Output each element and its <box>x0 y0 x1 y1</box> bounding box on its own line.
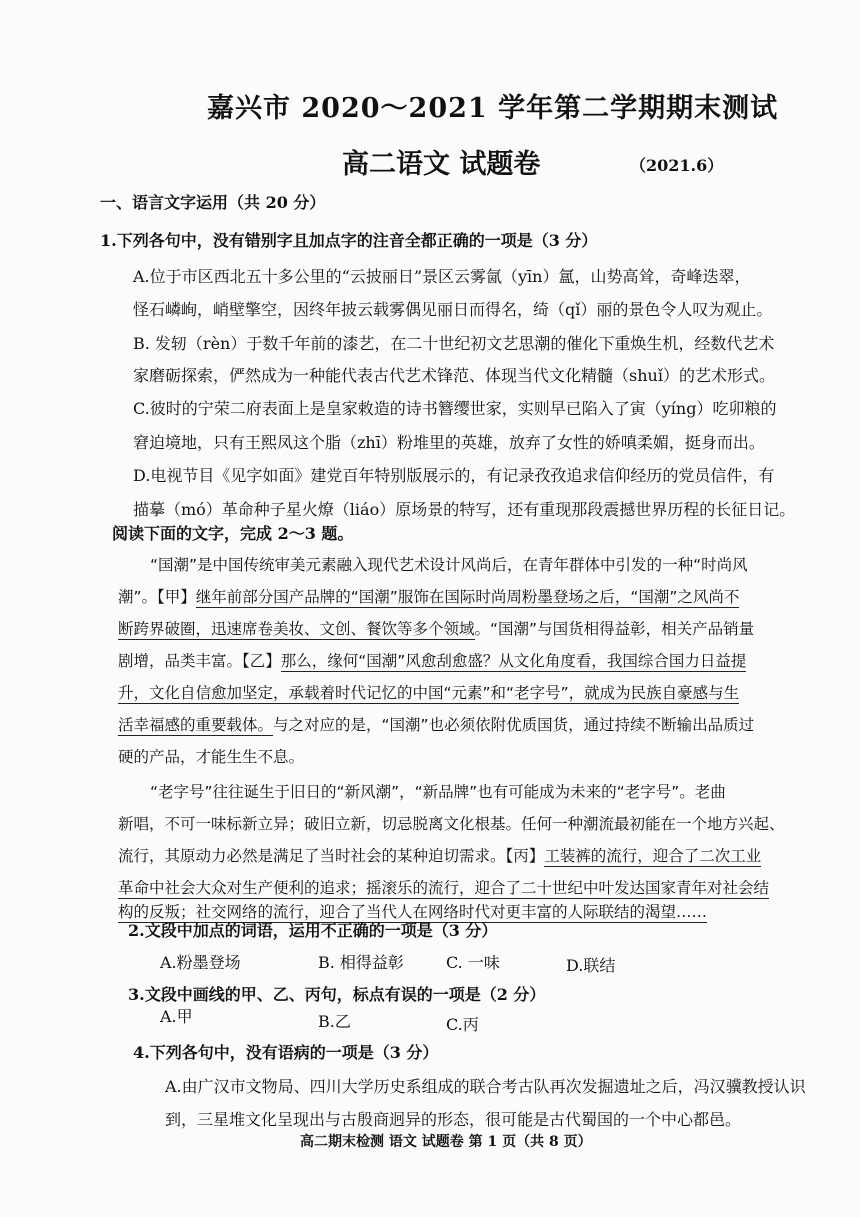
passage-p1-line3-text: 。“国潮”与国货相得益彰，相关产品销量 <box>474 620 755 638</box>
q1-option-b-line2: 家磨砺探索，俨然成为一种能代表古代艺术锋范、体现当代文化精髓（shuǐ）的艺术形式。 <box>133 366 775 385</box>
q1-option-d-line1: D.电视节目《见字如面》建党百年特别版展示的，有记录孜孜追求信仰经历的党员信件，有 <box>133 466 775 485</box>
sentence-yi-part2: 升，文化自信愈加坚定，承载着时代记忆的中国“元素”和“老字号”，就成为民族自豪感与生 <box>118 684 740 702</box>
page-footer: 高二期末检测 语文 试题卷 第 1 页（共 8 页） <box>300 1134 592 1150</box>
q3-option-a: A.甲 <box>160 1007 193 1026</box>
passage-p1-line7: 硬的产品，才能生生不息。 <box>118 748 305 766</box>
q2-option-d: D.联结 <box>566 956 616 975</box>
passage-p1-line5 <box>118 681 739 703</box>
sentence-jia-part1: 继年前部分国产品牌的“国潮”服饰在国际时尚周粉墨登场之后，“国潮”之风尚不 <box>195 588 740 606</box>
passage-p1-line4-text: 剧增，品类丰富。【乙】 <box>118 652 281 670</box>
question-4-stem: 4.下列各句中，没有语病的一项是（3 分） <box>133 1043 439 1062</box>
q2-option-b: B. 相得益彰 <box>318 953 404 972</box>
q4-option-a-line2: 到，三星堆文化呈现出与古殷商迥异的形态，很可能是古代蜀国的一个中心都邑。 <box>165 1110 742 1129</box>
passage-p2-line4 <box>118 876 769 898</box>
sentence-bing-part3: 构的反叛；社交网络的流行，迎合了当代人在网络时代对更丰富的人际联结的渴望…… <box>118 903 708 921</box>
question-1-stem: 1.下列各句中，没有错别字且加点字的注音全都正确的一项是（3 分） <box>100 231 598 250</box>
sentence-bing-part1: 工装裤的流行，迎合了二次工业 <box>544 847 762 865</box>
passage-p1-line4 <box>118 649 746 671</box>
q1-option-b-line1: B. 发轫（rèn）于数千年前的漆艺，在二十世纪初文艺思潮的催化下重焕生机，经数代艺术 <box>133 334 775 353</box>
question-2-stem: 2.文段中加点的词语，运用不正确的一项是（3 分） <box>128 921 498 940</box>
passage-p1-line2-text: 潮”。【甲】 <box>118 588 196 606</box>
passage-p2-line1: “老字号”往往诞生于旧日的“新风潮”，“新品牌”也有可能成为未来的“老字号”。老曲 <box>150 783 726 801</box>
exam-date: （2021.6） <box>630 156 724 175</box>
q1-option-c-line1: C.彼时的宁荣二府表面上是皇家敕造的诗书簪缨世家，实则早已陷入了寅（yíng）吃卯粮的 <box>133 399 777 418</box>
question-3-stem: 3.文段中画线的甲、乙、丙句，标点有误的一项是（2 分） <box>128 985 546 1004</box>
q2-option-c: C. 一味 <box>446 953 500 972</box>
sentence-bing-part2: 革命中社会大众对生产便利的追求；摇滚乐的流行，迎合了二十世纪中叶发达国家青年对社会结 <box>118 879 770 897</box>
passage-p2-line3-text: 流行，其原动力必然是满足了当时社会的某种迫切需求。【丙】 <box>118 847 545 865</box>
q3-option-c: C.丙 <box>446 1015 479 1034</box>
q1-option-a-line2: 怪石嶙峋，峭壁擎空，因终年披云载雾偶见丽日而得名，绮（qǐ）丽的景色令人叹为观止。 <box>133 300 773 319</box>
sentence-yi-part1: 那么，缘何“国潮”风愈刮愈盛？从文化角度看，我国综合国力日益提 <box>280 652 747 670</box>
q1-option-c-line2: 窘迫境地，只有王熙凤这个脂（zhī）粉堆里的英雄，放弃了女性的娇嗔柔媚，挺身而出。 <box>133 433 765 452</box>
reading-intro: 阅读下面的文字，完成 2～3 题。 <box>112 524 354 543</box>
page-subtitle: 高二语文 试题卷 <box>342 149 541 180</box>
q1-option-d-line2: 描摹（mó）革命种子星火燎（liáo）原场景的特写，还有重现那段震撼世界历程的长征日记。 <box>133 500 796 519</box>
passage-p2-line3 <box>118 844 761 866</box>
section-heading: 一、语言文字运用（共 20 分） <box>100 193 326 212</box>
q2-option-a: A.粉墨登场 <box>160 953 241 972</box>
passage-p1-line6 <box>118 713 754 735</box>
passage-p1-line6-text: 与之对应的是，“国潮”也必须依附优质国货，通过持续不断输出品质过 <box>273 716 755 734</box>
q4-option-a-line1: A.由广汉市文物局、四川大学历史系组成的联合考古队再次发掘遗址之后，冯汉骥教授认识 <box>165 1077 806 1096</box>
passage-p2-line2: 新唱，不可一味标新立异；破旧立新，切忌脱离文化根基。任何一种潮流最初能在一个地方兴起、 <box>118 815 785 833</box>
q3-option-b: B.乙 <box>318 1012 351 1031</box>
q1-option-a-line1: A.位于市区西北五十多公里的“云披丽日”景区云雾氤（yīn）氲，山势高耸，奇峰迭翠， <box>133 267 751 286</box>
passage-p1-line2 <box>118 585 739 607</box>
passage-p1-line3 <box>118 617 754 639</box>
sentence-jia-part2: 断跨界破圈，迅速席卷美妆、文创、餐饮等多个领域 <box>118 620 475 638</box>
passage-p1-line1: “国潮”是中国传统审美元素融入现代艺术设计风尚后，在青年群体中引发的一种“时尚风 <box>150 556 748 574</box>
page-title: 嘉兴市 2020～2021 学年第二学期期末测试 <box>207 93 779 124</box>
sentence-yi-part3: 活幸福感的重要载体。 <box>118 716 274 734</box>
